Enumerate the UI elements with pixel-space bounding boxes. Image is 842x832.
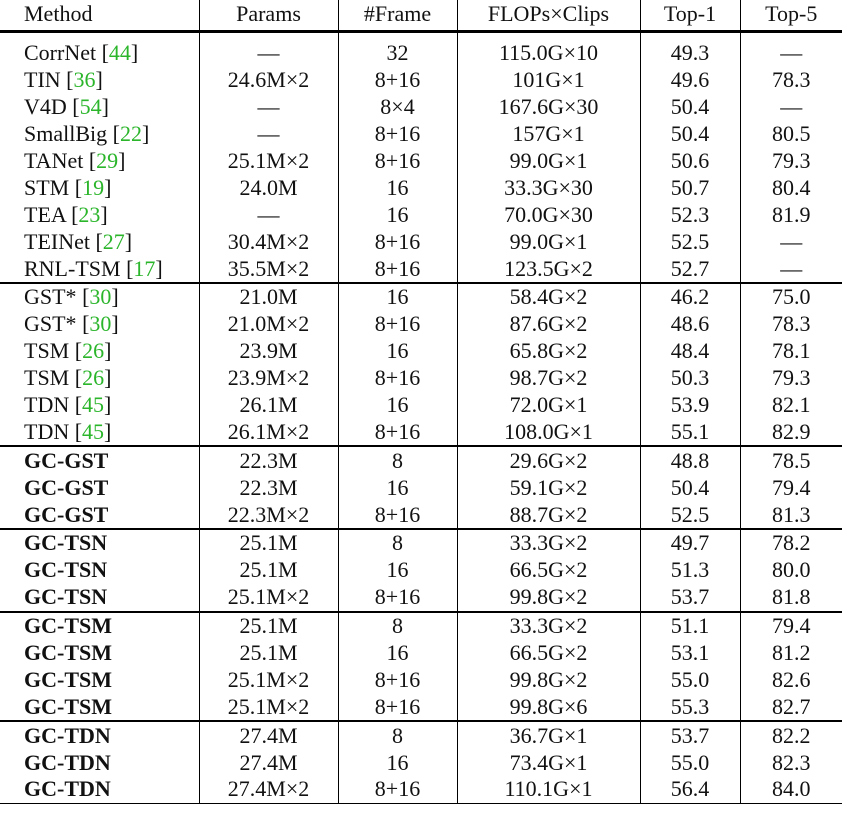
citation-link[interactable]: 30 bbox=[89, 311, 112, 337]
frame-cell: 16 bbox=[338, 201, 457, 228]
frame-cell: 8 bbox=[338, 446, 457, 474]
top1-cell: 49.7 bbox=[640, 529, 740, 557]
flops-cell: 99.0G×1 bbox=[457, 228, 640, 255]
citation-close-bracket: ] bbox=[111, 284, 119, 310]
top5-cell: 79.4 bbox=[740, 474, 842, 501]
citation-close-bracket: ] bbox=[104, 338, 112, 364]
citation-open-bracket: [ bbox=[74, 338, 83, 364]
top1-cell: 53.1 bbox=[640, 640, 740, 667]
method-name: V4D bbox=[24, 94, 73, 120]
frame-cell: 8 bbox=[338, 721, 457, 749]
method-cell bbox=[0, 721, 199, 749]
citation-open-bracket: [ bbox=[74, 174, 83, 200]
spacer-cell bbox=[457, 32, 640, 41]
method-cell bbox=[0, 776, 199, 803]
table-row bbox=[0, 94, 842, 121]
flops-cell: 72.0G×1 bbox=[457, 392, 640, 419]
table-row bbox=[0, 640, 842, 667]
top5-cell: 81.2 bbox=[740, 640, 842, 667]
top5-cell: — bbox=[740, 228, 842, 255]
citation-open-bracket: [ bbox=[74, 365, 83, 391]
frame-cell: 8+16 bbox=[338, 666, 457, 693]
method-cell bbox=[0, 338, 199, 365]
citation-open-bracket: [ bbox=[95, 228, 103, 254]
flops-cell: 58.4G×2 bbox=[457, 283, 640, 311]
table-row bbox=[0, 255, 842, 283]
top1-cell: 50.7 bbox=[640, 174, 740, 201]
flops-cell: 73.4G×1 bbox=[457, 749, 640, 776]
table-row bbox=[0, 721, 842, 749]
frame-cell: 8+16 bbox=[338, 67, 457, 94]
top1-cell: 50.4 bbox=[640, 474, 740, 501]
citation-open-bracket: [ bbox=[82, 311, 90, 337]
method-cell bbox=[0, 255, 199, 283]
frame-cell: 8+16 bbox=[338, 501, 457, 529]
citation-open-bracket: [ bbox=[72, 94, 80, 120]
params-cell: — bbox=[199, 40, 338, 67]
top1-cell: 48.4 bbox=[640, 338, 740, 365]
table-row bbox=[0, 666, 842, 693]
top1-cell: 49.6 bbox=[640, 67, 740, 94]
method-name: TSM bbox=[24, 365, 75, 391]
method-cell bbox=[0, 529, 199, 557]
method-name: GC-TDN bbox=[24, 722, 111, 748]
citation-open-bracket: [ bbox=[74, 418, 83, 444]
top1-cell: 53.7 bbox=[640, 584, 740, 612]
frame-cell: 8+16 bbox=[338, 365, 457, 392]
top1-cell: 52.5 bbox=[640, 501, 740, 529]
method-cell bbox=[0, 365, 199, 392]
citation-close-bracket: ] bbox=[118, 148, 126, 173]
flops-cell: 87.6G×2 bbox=[457, 311, 640, 338]
method-name: TDN bbox=[24, 418, 75, 444]
method-cell bbox=[0, 174, 199, 201]
frame-cell: 8+16 bbox=[338, 418, 457, 446]
table-row bbox=[0, 365, 842, 392]
top1-cell: 48.8 bbox=[640, 446, 740, 474]
params-cell: 25.1M×2 bbox=[199, 693, 338, 721]
flops-cell: 33.3G×30 bbox=[457, 174, 640, 201]
method-name: GC-TSM bbox=[24, 666, 112, 692]
header-top1: Top-1 bbox=[640, 0, 740, 32]
table-row bbox=[0, 338, 842, 365]
flops-cell: 110.1G×1 bbox=[457, 776, 640, 803]
top1-cell: 53.7 bbox=[640, 721, 740, 749]
method-cell bbox=[0, 501, 199, 529]
frame-cell: 8+16 bbox=[338, 311, 457, 338]
top1-cell: 51.1 bbox=[640, 612, 740, 640]
header-flops-clips: FLOPs×Clips bbox=[457, 0, 640, 32]
params-cell: 25.1M×2 bbox=[199, 666, 338, 693]
top5-cell: 84.0 bbox=[740, 776, 842, 803]
top5-cell: 82.7 bbox=[740, 693, 842, 721]
frame-cell: 16 bbox=[338, 338, 457, 365]
citation-open-bracket: [ bbox=[88, 148, 97, 173]
method-cell bbox=[0, 201, 199, 228]
method-name: GST* bbox=[24, 311, 83, 337]
method-cell bbox=[0, 67, 199, 94]
frame-cell: 16 bbox=[338, 283, 457, 311]
top1-cell: 48.6 bbox=[640, 311, 740, 338]
method-name: CorrNet bbox=[24, 40, 102, 66]
params-cell: 21.0M bbox=[199, 283, 338, 311]
top1-cell: 46.2 bbox=[640, 283, 740, 311]
flops-cell: 167.6G×30 bbox=[457, 94, 640, 121]
frame-cell: 16 bbox=[338, 640, 457, 667]
flops-cell: 70.0G×30 bbox=[457, 201, 640, 228]
table-row bbox=[0, 174, 842, 201]
flops-cell: 29.6G×2 bbox=[457, 446, 640, 474]
table-row bbox=[0, 584, 842, 612]
citation-close-bracket: ] bbox=[111, 311, 119, 337]
method-cell bbox=[0, 557, 199, 584]
top5-cell: 82.2 bbox=[740, 721, 842, 749]
citation-close-bracket: ] bbox=[101, 94, 109, 120]
flops-cell: 115.0G×10 bbox=[457, 40, 640, 67]
citation-close-bracket: ] bbox=[104, 418, 112, 444]
method-cell bbox=[0, 749, 199, 776]
table-row bbox=[0, 749, 842, 776]
flops-cell: 157G×1 bbox=[457, 121, 640, 148]
method-name: TEINet bbox=[24, 228, 96, 254]
method-cell bbox=[0, 392, 199, 419]
top5-cell: 78.2 bbox=[740, 529, 842, 557]
method-cell bbox=[0, 446, 199, 474]
flops-cell: 108.0G×1 bbox=[457, 418, 640, 446]
params-cell: 25.1M bbox=[199, 529, 338, 557]
method-name: GC-TSM bbox=[24, 693, 112, 719]
top5-cell: 78.3 bbox=[740, 67, 842, 94]
flops-cell: 59.1G×2 bbox=[457, 474, 640, 501]
top1-cell: 52.7 bbox=[640, 255, 740, 283]
params-cell: 25.1M×2 bbox=[199, 584, 338, 612]
citation-link[interactable]: 45 bbox=[82, 418, 105, 444]
table-row bbox=[0, 148, 842, 175]
top5-cell: 78.1 bbox=[740, 338, 842, 365]
flops-cell: 99.0G×1 bbox=[457, 148, 640, 175]
params-cell: 25.1M bbox=[199, 557, 338, 584]
top1-cell: 53.9 bbox=[640, 392, 740, 419]
citation-close-bracket: ] bbox=[155, 255, 163, 281]
params-cell: 21.0M×2 bbox=[199, 311, 338, 338]
params-cell: 22.3M×2 bbox=[199, 501, 338, 529]
top1-cell: 52.5 bbox=[640, 228, 740, 255]
spacer-cell bbox=[199, 32, 338, 41]
flops-cell: 65.8G×2 bbox=[457, 338, 640, 365]
params-cell: 26.1M bbox=[199, 392, 338, 419]
params-cell: 26.1M×2 bbox=[199, 418, 338, 446]
method-name: TEA bbox=[24, 201, 72, 227]
flops-cell: 66.5G×2 bbox=[457, 640, 640, 667]
top1-cell: 50.6 bbox=[640, 148, 740, 175]
citation-link[interactable]: 22 bbox=[119, 121, 142, 147]
method-name: GC-TSN bbox=[24, 584, 108, 610]
frame-cell: 8+16 bbox=[338, 121, 457, 148]
top1-cell: 51.3 bbox=[640, 557, 740, 584]
top5-cell: — bbox=[740, 94, 842, 121]
citation-open-bracket: [ bbox=[126, 255, 134, 281]
frame-cell: 16 bbox=[338, 392, 457, 419]
top1-cell: 55.3 bbox=[640, 693, 740, 721]
citation-link[interactable]: 29 bbox=[96, 148, 119, 173]
params-cell: — bbox=[199, 121, 338, 148]
flops-cell: 88.7G×2 bbox=[457, 501, 640, 529]
citation-link[interactable]: 44 bbox=[108, 40, 131, 66]
citation-close-bracket: ] bbox=[104, 174, 112, 200]
method-cell bbox=[0, 121, 199, 148]
method-name: TDN bbox=[24, 392, 75, 418]
flops-cell: 123.5G×2 bbox=[457, 255, 640, 283]
method-cell bbox=[0, 474, 199, 501]
frame-cell: 16 bbox=[338, 749, 457, 776]
citation-open-bracket: [ bbox=[101, 40, 109, 66]
frame-cell: 16 bbox=[338, 557, 457, 584]
table-row bbox=[0, 501, 842, 529]
top5-cell: 80.0 bbox=[740, 557, 842, 584]
params-cell: 22.3M bbox=[199, 446, 338, 474]
top5-cell: 80.5 bbox=[740, 121, 842, 148]
spacer-cell bbox=[0, 32, 199, 41]
table-row bbox=[0, 557, 842, 584]
method-name: GC-GST bbox=[24, 474, 109, 500]
top1-cell: 50.4 bbox=[640, 94, 740, 121]
params-cell: 24.6M×2 bbox=[199, 67, 338, 94]
top5-cell: — bbox=[740, 255, 842, 283]
citation-link[interactable]: 17 bbox=[133, 255, 156, 281]
top5-cell: 81.3 bbox=[740, 501, 842, 529]
flops-cell: 36.7G×1 bbox=[457, 721, 640, 749]
top1-cell: 55.0 bbox=[640, 749, 740, 776]
params-cell: 27.4M bbox=[199, 749, 338, 776]
params-cell: — bbox=[199, 94, 338, 121]
params-cell: 30.4M×2 bbox=[199, 228, 338, 255]
citation-open-bracket: [ bbox=[82, 284, 90, 310]
method-cell bbox=[0, 418, 199, 446]
flops-cell: 101G×1 bbox=[457, 67, 640, 94]
method-name: GC-TDN bbox=[24, 749, 111, 775]
method-name: GST* bbox=[24, 284, 83, 310]
citation-link[interactable]: 27 bbox=[102, 228, 125, 254]
top1-cell: 52.3 bbox=[640, 201, 740, 228]
citation-close-bracket: ] bbox=[95, 67, 103, 93]
table-row bbox=[0, 40, 842, 67]
top5-cell: 78.5 bbox=[740, 446, 842, 474]
header-top5: Top-5 bbox=[740, 0, 842, 32]
citation-link[interactable]: 45 bbox=[82, 392, 105, 418]
top1-cell: 50.4 bbox=[640, 121, 740, 148]
citation-close-bracket: ] bbox=[130, 40, 139, 66]
flops-cell: 99.8G×2 bbox=[457, 584, 640, 612]
spacer-cell bbox=[740, 32, 842, 41]
header-row bbox=[0, 0, 842, 32]
method-name: GC-TSN bbox=[24, 557, 108, 583]
params-cell: 27.4M bbox=[199, 721, 338, 749]
flops-cell: 98.7G×2 bbox=[457, 365, 640, 392]
citation-link[interactable]: 26 bbox=[82, 338, 105, 364]
params-cell: 23.9M×2 bbox=[199, 365, 338, 392]
method-cell bbox=[0, 693, 199, 721]
frame-cell: 8+16 bbox=[338, 228, 457, 255]
top5-cell: 82.3 bbox=[740, 749, 842, 776]
params-cell: 22.3M bbox=[199, 474, 338, 501]
params-cell: 24.0M bbox=[199, 174, 338, 201]
citation-open-bracket: [ bbox=[74, 392, 83, 418]
top5-cell: 82.1 bbox=[740, 392, 842, 419]
citation-close-bracket: ] bbox=[141, 121, 150, 147]
table-row bbox=[0, 612, 842, 640]
top1-cell: 55.0 bbox=[640, 666, 740, 693]
table-row bbox=[0, 418, 842, 446]
top5-cell: 79.3 bbox=[740, 365, 842, 392]
top5-cell: 81.8 bbox=[740, 584, 842, 612]
top1-cell: 49.3 bbox=[640, 40, 740, 67]
citation-link[interactable]: 30 bbox=[89, 284, 112, 310]
frame-cell: 32 bbox=[338, 40, 457, 67]
header-spacer-row bbox=[0, 32, 842, 41]
table-row bbox=[0, 67, 842, 94]
citation-link[interactable]: 36 bbox=[73, 67, 96, 93]
table-row bbox=[0, 228, 842, 255]
params-cell: 25.1M×2 bbox=[199, 148, 338, 175]
method-name: SmallBig bbox=[24, 121, 113, 147]
method-cell bbox=[0, 148, 199, 175]
method-cell bbox=[0, 228, 199, 255]
table-row bbox=[0, 392, 842, 419]
frame-cell: 8 bbox=[338, 612, 457, 640]
method-cell bbox=[0, 584, 199, 612]
frame-cell: 8+16 bbox=[338, 255, 457, 283]
method-name: GC-TSM bbox=[24, 640, 112, 666]
top1-cell: 56.4 bbox=[640, 776, 740, 803]
method-name: GC-TSN bbox=[24, 530, 108, 556]
frame-cell: 8+16 bbox=[338, 776, 457, 803]
citation-open-bracket: [ bbox=[71, 201, 79, 227]
citation-close-bracket: ] bbox=[104, 365, 112, 391]
params-cell: 25.1M bbox=[199, 612, 338, 640]
method-name: TIN bbox=[24, 67, 67, 93]
frame-cell: 8+16 bbox=[338, 148, 457, 175]
frame-cell: 8+16 bbox=[338, 693, 457, 721]
table-row bbox=[0, 201, 842, 228]
method-name: TANet bbox=[24, 148, 89, 173]
method-cell bbox=[0, 283, 199, 311]
top5-cell: 82.6 bbox=[740, 666, 842, 693]
citation-close-bracket: ] bbox=[100, 201, 108, 227]
top5-cell: 79.3 bbox=[740, 148, 842, 175]
top5-cell: 79.4 bbox=[740, 612, 842, 640]
spacer-cell bbox=[640, 32, 740, 41]
table-row bbox=[0, 529, 842, 557]
frame-cell: 8×4 bbox=[338, 94, 457, 121]
top1-cell: 55.1 bbox=[640, 418, 740, 446]
flops-cell: 33.3G×2 bbox=[457, 612, 640, 640]
table-row bbox=[0, 121, 842, 148]
table-body bbox=[0, 32, 842, 804]
citation-link[interactable]: 26 bbox=[82, 365, 105, 391]
spacer-cell bbox=[338, 32, 457, 41]
method-cell bbox=[0, 666, 199, 693]
citation-open-bracket: [ bbox=[112, 121, 120, 147]
frame-cell: 8 bbox=[338, 529, 457, 557]
table-row bbox=[0, 446, 842, 474]
method-name: RNL-TSM bbox=[24, 255, 127, 281]
header-frame: #Frame bbox=[338, 0, 457, 32]
top5-cell: 82.9 bbox=[740, 418, 842, 446]
flops-cell: 66.5G×2 bbox=[457, 557, 640, 584]
table-row bbox=[0, 283, 842, 311]
top5-cell: 81.9 bbox=[740, 201, 842, 228]
header-params: Params bbox=[199, 0, 338, 32]
citation-close-bracket: ] bbox=[104, 392, 112, 418]
table-row bbox=[0, 311, 842, 338]
flops-cell: 33.3G×2 bbox=[457, 529, 640, 557]
top5-cell: 75.0 bbox=[740, 283, 842, 311]
params-cell: — bbox=[199, 201, 338, 228]
top5-cell: 78.3 bbox=[740, 311, 842, 338]
header-method: Method bbox=[0, 0, 199, 32]
method-name: GC-GST bbox=[24, 501, 109, 527]
frame-cell: 16 bbox=[338, 474, 457, 501]
table-row bbox=[0, 693, 842, 721]
table-row bbox=[0, 474, 842, 501]
citation-link[interactable]: 19 bbox=[82, 174, 105, 200]
top1-cell: 50.3 bbox=[640, 365, 740, 392]
params-cell: 27.4M×2 bbox=[199, 776, 338, 803]
params-cell: 23.9M bbox=[199, 338, 338, 365]
top5-cell: — bbox=[740, 40, 842, 67]
method-name: GC-TDN bbox=[24, 776, 111, 802]
params-cell: 35.5M×2 bbox=[199, 255, 338, 283]
frame-cell: 16 bbox=[338, 174, 457, 201]
table-row bbox=[0, 776, 842, 803]
method-cell bbox=[0, 311, 199, 338]
method-cell bbox=[0, 40, 199, 67]
method-cell bbox=[0, 612, 199, 640]
frame-cell: 8+16 bbox=[338, 584, 457, 612]
citation-link[interactable]: 54 bbox=[79, 94, 102, 120]
top5-cell: 80.4 bbox=[740, 174, 842, 201]
flops-cell: 99.8G×6 bbox=[457, 693, 640, 721]
citation-open-bracket: [ bbox=[66, 67, 74, 93]
method-name: STM bbox=[24, 174, 75, 200]
method-name: TSM bbox=[24, 338, 75, 364]
flops-cell: 99.8G×2 bbox=[457, 666, 640, 693]
method-cell bbox=[0, 94, 199, 121]
method-name: GC-GST bbox=[24, 447, 109, 473]
method-cell bbox=[0, 640, 199, 667]
params-cell: 25.1M bbox=[199, 640, 338, 667]
method-name: GC-TSM bbox=[24, 613, 112, 639]
citation-close-bracket: ] bbox=[124, 228, 133, 254]
citation-link[interactable]: 23 bbox=[78, 201, 101, 227]
